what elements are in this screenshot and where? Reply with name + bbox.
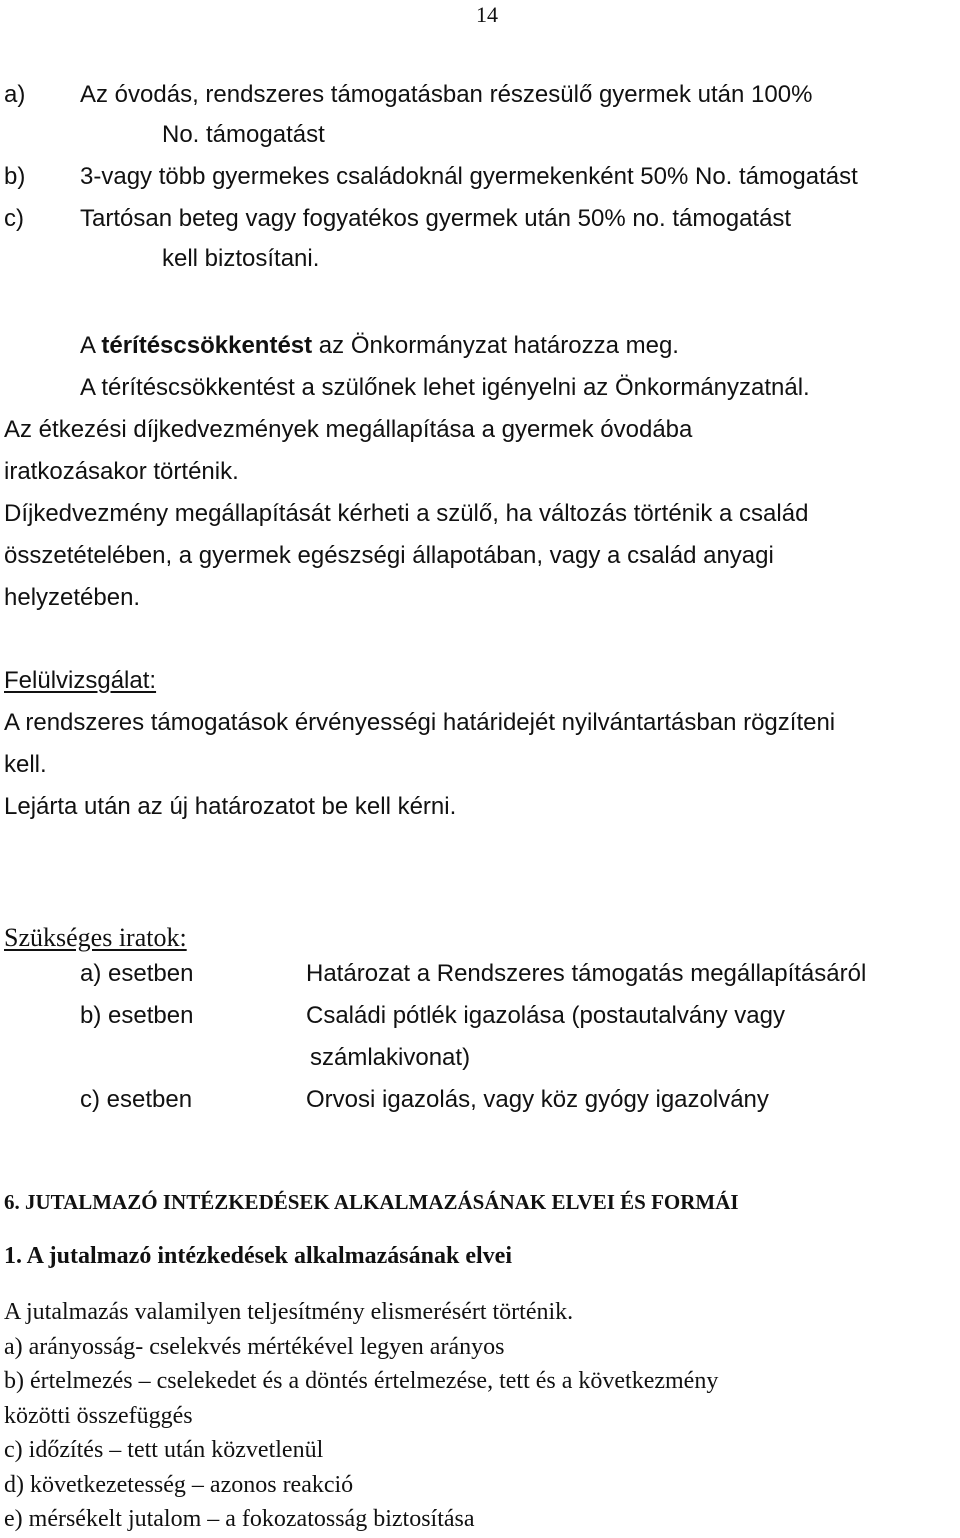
reduction-line-1-post: az Önkormányzat határozza meg. <box>312 332 679 359</box>
reduction-line-2: A térítéscsökkentést a szülőnek lehet igényelni az Önkormányzatnál. <box>80 374 810 401</box>
doc-case-b: b) esetben <box>80 1002 194 1029</box>
list-item-c-text: Tartósan beteg vagy fogyatékos gyermek után 50% no. támogatást <box>80 205 792 232</box>
principle-intro: A jutalmazás valamilyen teljesítmény elismerésért történik. <box>4 1299 574 1325</box>
doc-requirement-b: Családi pótlék igazolása (postautalvány vagy <box>306 1002 785 1029</box>
review-line-3: Lejárta után az új határozatot be kell kérni. <box>4 793 457 820</box>
page-number: 14 <box>476 2 498 27</box>
principle-e: e) mérsékelt jutalom – a fokozatosság biztosítása <box>4 1506 475 1532</box>
reduction-keyword: térítéscsökkentést <box>101 332 313 359</box>
discount-p1-line-2: iratkozásakor történik. <box>4 458 239 485</box>
list-marker-b: b) <box>4 163 26 190</box>
discount-p2-line-2: összetételében, a gyermek egészségi állapotában, vagy a család anyagi <box>4 542 774 569</box>
list-marker-c: c) <box>4 205 24 232</box>
principle-b: b) értelmezés – cselekedet és a döntés értelmezése, tett és a következmény <box>4 1368 719 1394</box>
principle-a: a) arányosság- cselekvés mértékével legyen arányos <box>4 1334 505 1360</box>
list-item-c-text-cont: kell biztosítani. <box>162 245 320 272</box>
doc-requirement-a: Határozat a Rendszeres támogatás megállapításáról <box>306 960 867 987</box>
doc-case-c: c) esetben <box>80 1086 193 1113</box>
review-line-1: A rendszeres támogatások érvényességi határidejét nyilvántartásban rögzíteni <box>4 709 836 736</box>
discount-p2-line-3: helyzetében. <box>4 584 141 611</box>
reduction-line-1-pre: A <box>80 332 102 359</box>
doc-case-a: a) esetben <box>80 960 194 987</box>
list-item-a-text-cont: No. támogatást <box>162 121 325 148</box>
section-6-title: 6. JUTALMAZÓ INTÉZKEDÉSEK ALKALMAZÁSÁNAK ELVEI ÉS FORMÁI <box>4 1190 739 1214</box>
review-line-2: kell. <box>4 751 47 778</box>
principle-d: d) következetesség – azonos reakció <box>4 1472 354 1498</box>
reduction-line-1 <box>80 331 679 361</box>
discount-p1-line-1: Az étkezési díjkedvezmények megállapítása a gyermek óvodába <box>4 416 693 443</box>
list-item-b-text: 3-vagy több gyermekes családoknál gyermekenként 50% No. támogatást <box>80 163 858 190</box>
principle-b-cont: közötti összefüggés <box>4 1403 193 1429</box>
doc-requirement-c: Orvosi igazolás, vagy köz gyógy igazolvány <box>306 1086 769 1113</box>
review-heading: Felülvizsgálat: <box>4 667 157 694</box>
discount-p2-line-1: Díjkedvezmény megállapítását kérheti a szülő, ha változás történik a család <box>4 500 809 527</box>
principle-c: c) időzítés – tett után közvetlenül <box>4 1437 324 1463</box>
list-item-a-text: Az óvodás, rendszeres támogatásban részesülő gyermek után 100% <box>80 81 813 108</box>
list-marker-a: a) <box>4 81 26 108</box>
section-6-subtitle: 1. A jutalmazó intézkedések alkalmazásának elvei <box>4 1243 512 1269</box>
documents-heading: Szükséges iratok: <box>4 923 187 952</box>
doc-requirement-b-cont: számlakivonat) <box>310 1044 471 1071</box>
